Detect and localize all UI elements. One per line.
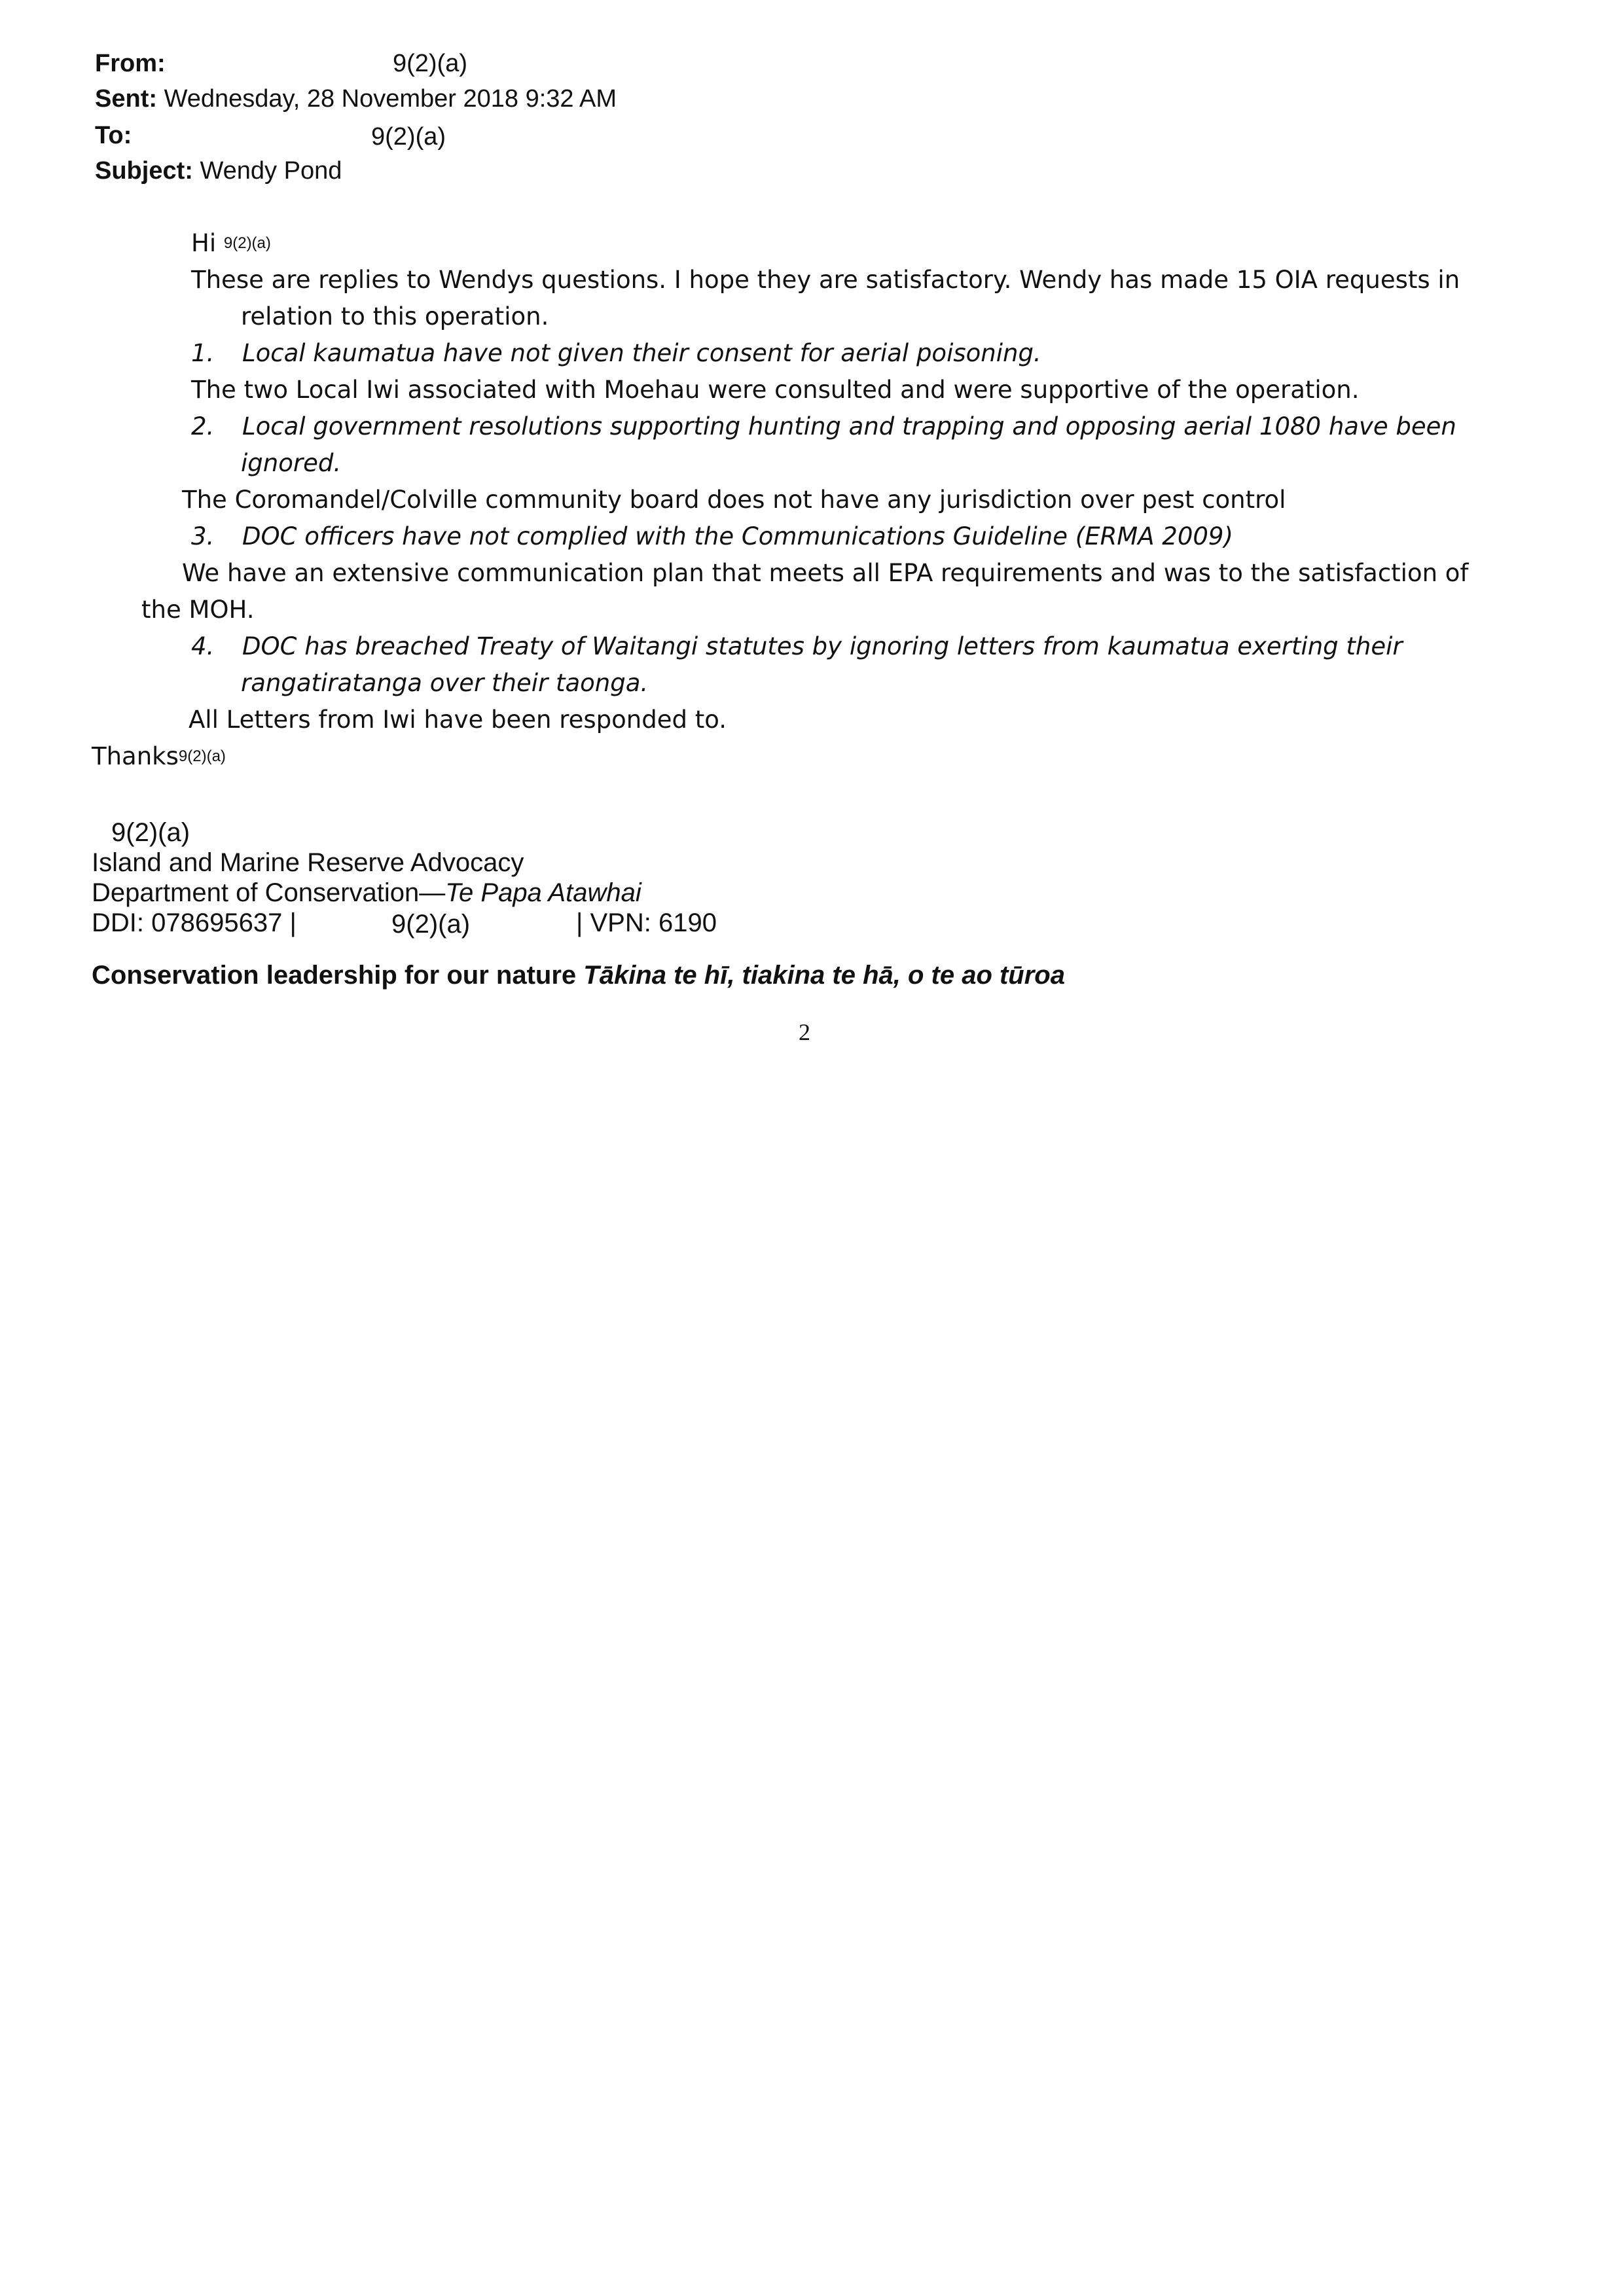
subject-row [95, 156, 342, 186]
sent-value: Wednesday, 28 November 2018 9:32 AM [164, 85, 617, 113]
signature-ddi-redaction: 9(2)(a) [391, 910, 471, 939]
to-label: To: [95, 122, 132, 149]
sent-label: Sent: [95, 85, 157, 113]
question-3 [191, 518, 1233, 555]
tagline-english: Conservation leadership for our nature [92, 961, 577, 990]
thanks-text: Thanks [92, 742, 179, 770]
sent-row [95, 84, 617, 114]
intro-line-2: relation to this operation. [241, 302, 549, 331]
tagline-maori: Tākina te hī, tiakina te hā, o te ao tūroa [583, 961, 1065, 990]
question-1 [191, 335, 1041, 372]
department-name: Department of Conservation— [92, 878, 446, 907]
answer-1: The two Local Iwi associated with Moehau were consulted and were supportive of the operation. [191, 376, 1360, 404]
from-redaction: 9(2)(a) [393, 50, 468, 77]
signature-name-redaction: 9(2)(a) [111, 818, 190, 847]
answer-3-line-2: the MOH. [141, 596, 255, 624]
answer-4: All Letters from Iwi have been responded to. [189, 706, 727, 734]
page-number: 2 [799, 1019, 810, 1045]
question-2-number: 2. [191, 412, 215, 440]
question-3-number: 3. [191, 522, 215, 550]
thanks [92, 738, 226, 775]
greeting [191, 225, 271, 262]
signature-department [92, 877, 641, 908]
subject-value: Wendy Pond [200, 157, 342, 185]
answer-3: We have an extensive communication plan that meets all EPA requirements and was to the satisfaction of [182, 559, 1469, 587]
from-label: From: [95, 50, 166, 77]
greeting-redaction: 9(2)(a) [223, 234, 271, 252]
question-4-line-2: rangatiratanga over their taonga. [241, 669, 649, 697]
question-4 [191, 628, 1403, 665]
department-maori-name: Te Papa Atawhai [445, 878, 641, 907]
to-redaction: 9(2)(a) [371, 123, 446, 151]
subject-label: Subject: [95, 157, 193, 185]
question-2-line-2: ignored. [241, 449, 342, 477]
answer-2: The Coromandel/Colville community board does not have any jurisdiction over pest control [182, 486, 1286, 514]
signature-role: Island and Marine Reserve Advocacy [92, 848, 524, 877]
to-row [95, 120, 132, 151]
question-4-number: 4. [191, 632, 215, 660]
tagline [92, 961, 1065, 990]
question-3-text: DOC officers have not complied with the Communications Guideline (ERMA 2009) [242, 522, 1233, 550]
signature-ddi: DDI: 078695637 | [92, 908, 297, 937]
signature-vpn: | VPN: 6190 [576, 908, 717, 937]
intro-line-1: These are replies to Wendys questions. I hope they are satisfactory. Wendy has made 15 OIA requests in [191, 266, 1460, 294]
question-2-text: Local government resolutions supporting hunting and trapping and opposing aerial 1080 have been [242, 412, 1456, 440]
question-1-number: 1. [191, 339, 215, 367]
question-1-text: Local kaumatua have not given their consent for aerial poisoning. [242, 339, 1041, 367]
thanks-redaction: 9(2)(a) [178, 747, 226, 765]
question-4-text: DOC has breached Treaty of Waitangi statutes by ignoring letters from kaumatua exerting their [242, 632, 1403, 660]
from-row [95, 48, 166, 79]
question-2 [191, 408, 1456, 445]
greeting-text: Hi [191, 229, 217, 257]
